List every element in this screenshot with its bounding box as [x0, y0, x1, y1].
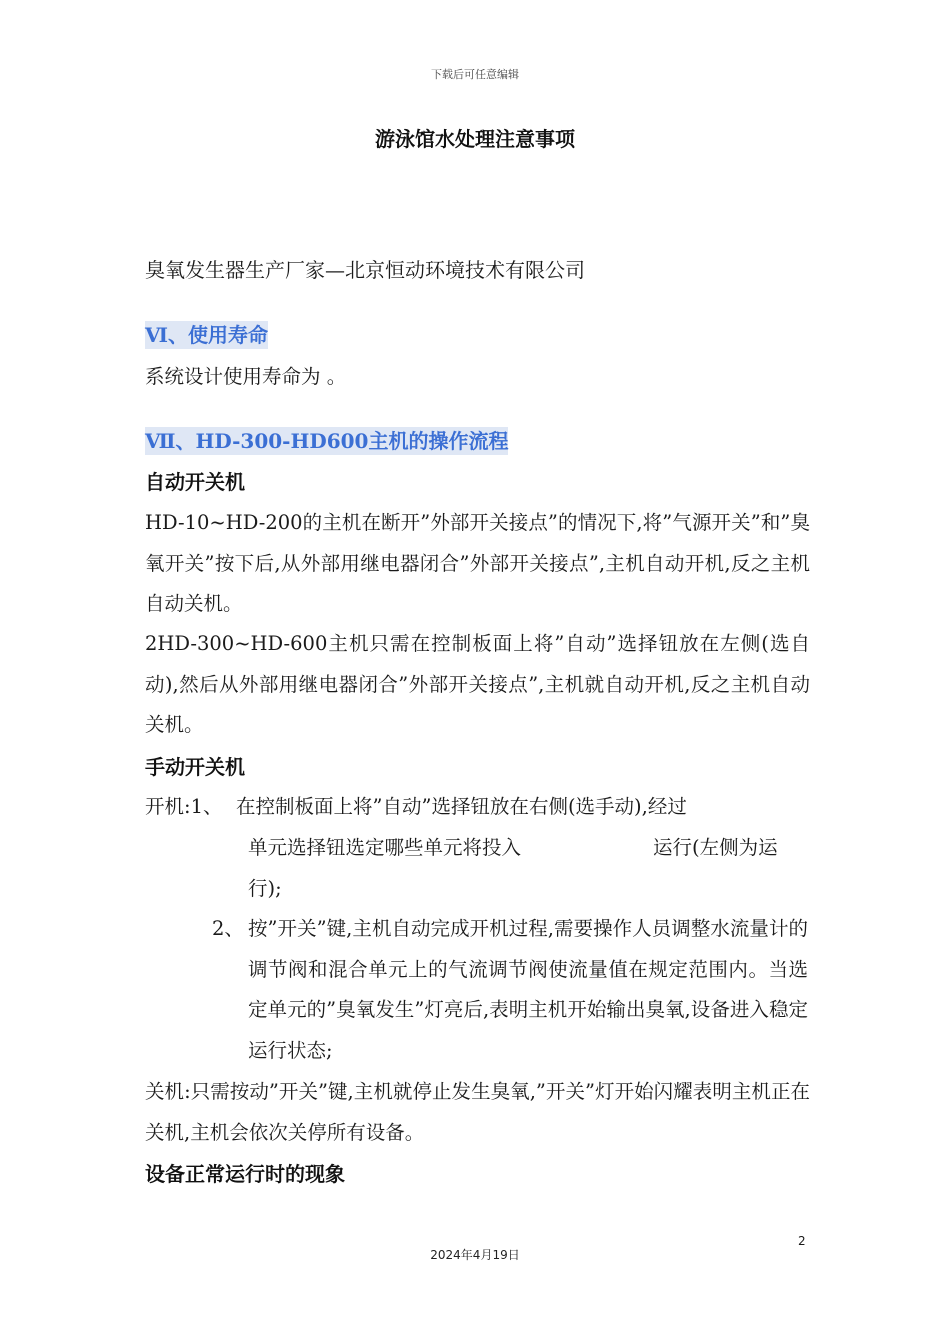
section-heading-lifespan-text: Ⅵ、使用寿命 — [145, 323, 268, 347]
section-heading-operation-text: Ⅶ、HD-300-HD600主机的操作流程 — [145, 429, 509, 453]
section-heading-lifespan — [145, 315, 268, 355]
header-note: 下载后可任意编辑 — [431, 68, 519, 81]
document-title: 游泳馆水处理注意事项 — [375, 127, 575, 151]
footer-date: 2024年4月19日 — [430, 1248, 520, 1262]
page-number: 2 — [798, 1234, 806, 1248]
manual-shutdown: 关机:只需按动”开关”键,主机就停止发生臭氧,”开关”灯开始闪耀表明主机正在关机,主机会依次关停所有设备。 — [145, 1080, 810, 1144]
manual-step2-text: 按”开关”键,主机自动完成开机过程,需要操作人员调整水流量计的调节阀和混合单元上的气流调节阀使流量值在规定范围内。当选定单元的”臭氧发生”灯亮后,表明主机开始输出臭氧,设备进入稳定运行状态; — [248, 917, 808, 1062]
subheading-normal-operation: 设备正常运行时的现象 — [145, 1162, 345, 1186]
manual-step1-line2a: 单元选择钮选定哪些单元将投入 — [248, 836, 522, 859]
subheading-auto: 自动开关机 — [145, 470, 245, 494]
manual-step1-line1: 在控制板面上将”自动”选择钮放在右侧(选手动),经过 — [236, 795, 687, 818]
subheading-manual: 手动开关机 — [145, 755, 245, 779]
manual-step1-prefix: 开机:1、 — [145, 795, 223, 818]
manual-step1-line3: 行); — [248, 877, 282, 900]
manual-step2-prefix: 2、 — [212, 917, 244, 940]
company-line: 臭氧发生器生产厂家—北京恒动环境技术有限公司 — [145, 258, 585, 282]
auto-paragraph-2: 2HD-300~HD-600主机只需在控制板面上将”自动”选择钮放在左侧(选自动),然后从外部用继电器闭合”外部开关接点”,主机就自动开机,反之主机自动关机。 — [145, 632, 810, 736]
manual-step1-line2b: 运行(左侧为运 — [653, 836, 778, 859]
auto-paragraph-1: HD-10~HD-200的主机在断开”外部开关接点”的情况下,将”气源开关”和”臭氧开关”按下后,从外部用继电器闭合”外部开关接点”,主机自动开机,反之主机自动关机。 — [145, 511, 810, 615]
lifespan-text: 系统设计使用寿命为 。 — [145, 365, 347, 388]
section-heading-operation — [145, 421, 508, 461]
